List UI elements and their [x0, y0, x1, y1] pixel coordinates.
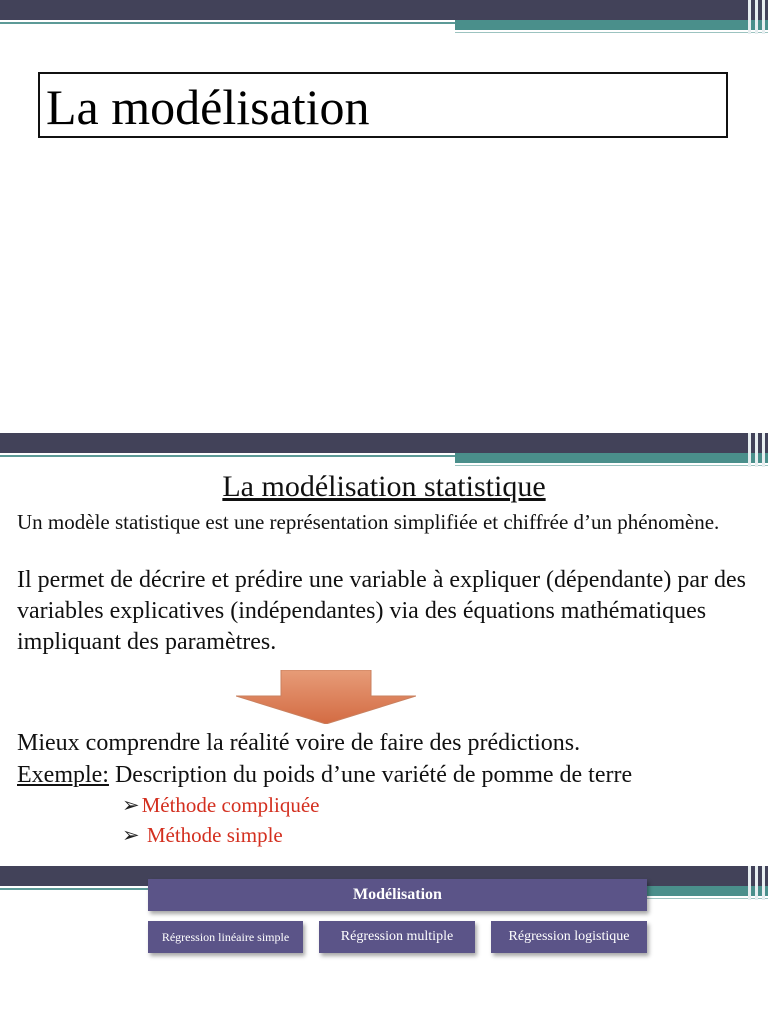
child-label: Régression logistique — [508, 929, 630, 944]
diagram-child-box — [491, 921, 647, 953]
child-label: Régression linéaire simple — [161, 930, 290, 944]
example-line — [17, 760, 767, 790]
slide-header-bar — [0, 433, 768, 467]
root-label: Modélisation — [353, 886, 442, 903]
method-item — [122, 823, 283, 848]
diagram-child-box — [148, 921, 303, 953]
arrow-bullet-icon: ➢ — [122, 793, 140, 817]
diagram-root-box — [148, 879, 647, 911]
title-box — [38, 72, 728, 138]
purpose-paragraph: Il permet de décrire et prédire une variable à expliquer (dépendante) par des variables explicatives (indépendantes) via des équations mathématiques impliquant des paramètres. — [17, 567, 746, 655]
slide-header-bar — [0, 0, 768, 34]
diagram-child-box — [319, 921, 475, 953]
arrow-bullet-icon: ➢ — [122, 823, 140, 847]
method-label: Méthode compliquée — [141, 793, 320, 817]
slide-title: La modélisation — [46, 79, 370, 135]
example-text: Description du poids d’une variété de pomme de terre — [108, 762, 633, 788]
method-label: Méthode simple — [141, 823, 283, 847]
example-label: Exemple: — [17, 762, 109, 788]
definition-paragraph: Un modèle statistique est une représentation simplifiée et chiffrée d’un phénomène. — [17, 510, 720, 534]
conclusion-text: Mieux comprendre la réalité voire de faire des prédictions. — [17, 730, 581, 756]
slide-title: La modélisation statistique — [222, 470, 546, 503]
down-arrow-icon — [236, 670, 416, 724]
slide-1 — [0, 0, 768, 430]
method-item — [122, 793, 319, 818]
child-label: Régression multiple — [340, 929, 454, 944]
